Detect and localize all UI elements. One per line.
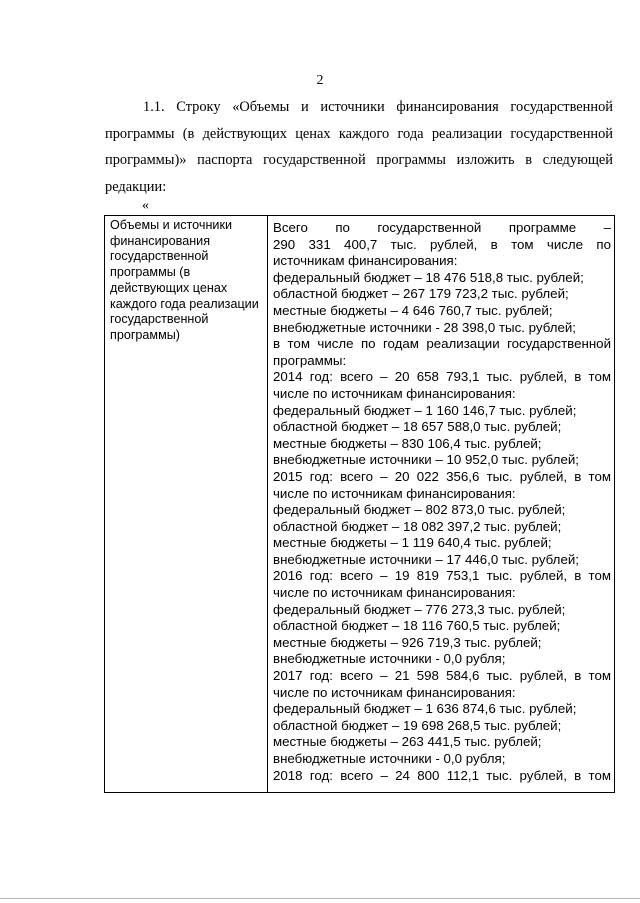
amendment-text: 1.1. Строку «Объемы и источники финансирования государственной программы (в действующих ценах каждого года реализации государственной программы)» паспорта государственной программы изложить в следующей редакции: (105, 99, 613, 195)
funding-line: 2014 год: всего – 20 658 793,1 тыс. рублей, в том (273, 369, 611, 385)
funding-line: 2015 год: всего – 20 022 356,6 тыс. рублей, в том (273, 468, 611, 484)
page-number: 2 (316, 73, 324, 88)
funding-line: в том числе по годам реализации государственной (273, 336, 611, 352)
funding-line: числе по источникам финансирования: (273, 385, 516, 401)
funding-line: федеральный бюджет – 18 476 518,8 тыс. рублей; (273, 269, 584, 285)
funding-line: внебюджетные источники - 0,0 рубля; (273, 751, 506, 766)
funding-line: федеральный бюджет – 1 160 146,7 тыс. рублей; (273, 402, 577, 418)
funding-line: местные бюджеты – 926 719,3 тыс. рублей; (273, 634, 542, 650)
funding-line: внебюджетные источники - 28 398,0 тыс. рублей; (273, 319, 576, 335)
table-cell-funding (268, 216, 615, 793)
funding-line: федеральный бюджет – 1 636 874,6 тыс. рублей; (273, 701, 577, 717)
funding-line: местные бюджеты – 4 646 760,7 тыс. рублей; (273, 302, 553, 318)
funding-line: внебюджетные источники - 0,0 рубля; (273, 651, 506, 667)
funding-line: местные бюджеты – 263 441,5 тыс. рублей; (273, 734, 542, 750)
funding-line: программы: (273, 352, 347, 368)
funding-line: 2017 год: всего – 21 598 584,6 тыс. рублей, в том (273, 668, 611, 684)
funding-line: Всего по государственной программе – (273, 220, 611, 235)
table-cell-label: Объемы и источники финансирования государственной программы (в действующих ценах каждого года реализации государственной программы) (105, 216, 268, 793)
footer-divider (0, 898, 640, 899)
funding-line: 2016 год: всего – 19 819 753,1 тыс. рублей, в том (273, 568, 611, 584)
funding-line: областной бюджет – 18 082 397,2 тыс. рублей; (273, 518, 562, 534)
funding-line: внебюджетные источники – 10 952,0 тыс. рублей; (273, 452, 579, 468)
funding-line: местные бюджеты – 830 106,4 тыс. рублей; (273, 435, 542, 451)
funding-line: внебюджетные источники – 17 446,0 тыс. рублей; (273, 551, 579, 567)
opening-quote-mark: « (142, 198, 149, 213)
funding-line: числе по источникам финансирования: (273, 585, 516, 601)
amendment-paragraph (105, 94, 613, 200)
funding-line: областной бюджет – 18 657 588,0 тыс. рублей; (273, 419, 562, 435)
table-row (105, 216, 615, 793)
funding-line: областной бюджет – 267 179 723,2 тыс. рублей; (273, 286, 569, 302)
funding-line: числе по источникам финансирования: (273, 485, 516, 501)
funding-line: областной бюджет – 18 116 760,5 тыс. рублей; (273, 618, 561, 634)
funding-line: 2018 год: всего – 24 800 112,1 тыс. рублей, в том (273, 767, 611, 783)
funding-line: числе по источникам финансирования: (273, 684, 516, 700)
funding-line: источникам финансирования: (273, 253, 458, 269)
passport-table (104, 215, 615, 793)
funding-line: федеральный бюджет – 776 273,3 тыс. рублей; (273, 601, 566, 617)
funding-line: местные бюджеты – 1 119 640,4 тыс. рублей; (273, 535, 552, 551)
funding-line: 290 331 400,7 тыс. рублей, в том числе по (273, 236, 611, 252)
funding-line: федеральный бюджет – 802 873,0 тыс. рублей; (273, 502, 566, 518)
funding-line: областной бюджет – 19 698 268,5 тыс. рублей; (273, 717, 562, 733)
